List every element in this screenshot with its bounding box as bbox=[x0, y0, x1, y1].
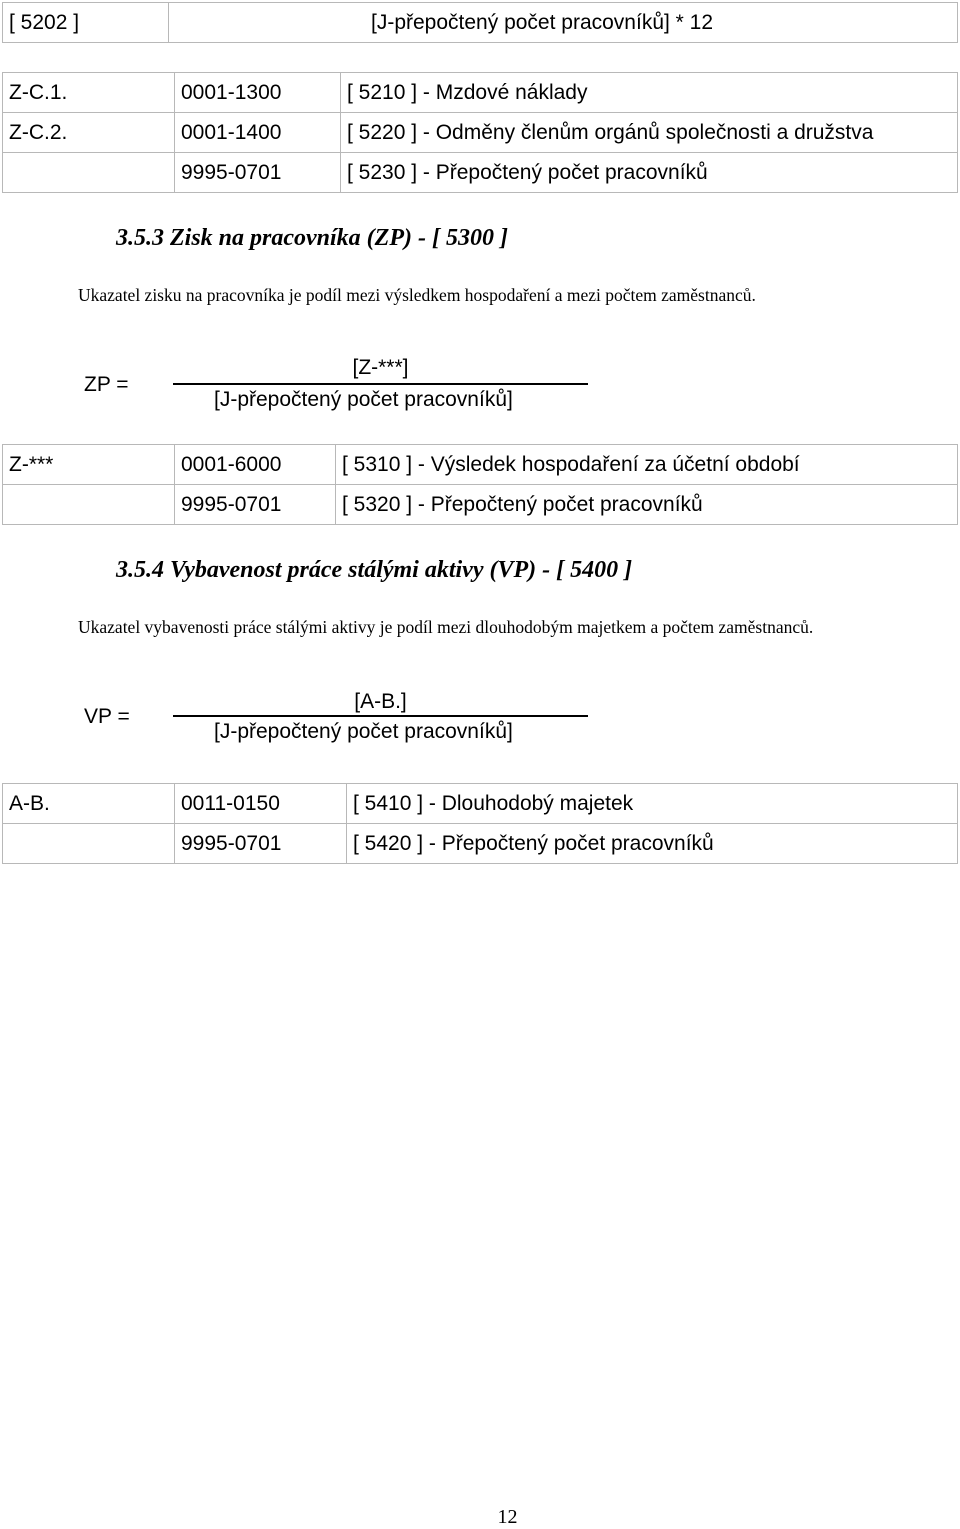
table-row bbox=[3, 3, 958, 43]
table-5400 bbox=[2, 783, 958, 864]
formula-lhs: VP = bbox=[84, 705, 130, 728]
row-range: 0011-0150 bbox=[175, 784, 347, 824]
row-description: [ 5320 ] - Přepočtený počet pracovníků bbox=[336, 485, 958, 525]
formula-denominator: [J-přepočtený počet pracovníků] bbox=[214, 720, 513, 743]
formula-5202-table bbox=[2, 2, 958, 43]
formula-denominator: [J-přepočtený počet pracovníků] bbox=[214, 388, 513, 411]
row-label bbox=[3, 485, 175, 525]
row-label bbox=[3, 153, 175, 193]
table-row bbox=[3, 485, 958, 525]
row-description: [ 5220 ] - Odměny členům orgánů společnosti a družstva bbox=[341, 113, 958, 153]
row-range: 9995-0701 bbox=[175, 824, 347, 864]
code-cell: [ 5202 ] bbox=[3, 3, 169, 43]
formula-numerator: [A-B.] bbox=[354, 690, 407, 713]
formula-numerator: [Z-***] bbox=[352, 356, 409, 379]
row-label: Z-C.2. bbox=[3, 113, 175, 153]
table-5210 bbox=[2, 72, 958, 193]
row-description: [ 5230 ] - Přepočtený počet pracovníků bbox=[341, 153, 958, 193]
section-paragraph-354: Ukazatel vybavenosti práce stálými aktivy je podíl mezi dlouhodobým majetkem a počtem zaměstnanců. bbox=[78, 617, 814, 637]
row-description: [ 5420 ] - Přepočtený počet pracovníků bbox=[347, 824, 958, 864]
table-row bbox=[3, 153, 958, 193]
formula-cell: [J-přepočtený počet pracovníků] * 12 bbox=[169, 3, 958, 43]
formula-lhs: ZP = bbox=[84, 373, 129, 396]
fraction-line bbox=[173, 383, 588, 385]
row-range: 0001-1300 bbox=[175, 73, 341, 113]
row-range: 0001-6000 bbox=[175, 445, 336, 485]
section-heading-353: 3.5.3 Zisk na pracovníka (ZP) - [ 5300 ] bbox=[116, 225, 508, 251]
table-5300 bbox=[2, 444, 958, 525]
table-row bbox=[3, 445, 958, 485]
page-number: 12 bbox=[497, 1506, 518, 1528]
row-range: 0001-1400 bbox=[175, 113, 341, 153]
table-row bbox=[3, 113, 958, 153]
row-label: Z-*** bbox=[3, 445, 175, 485]
row-label bbox=[3, 824, 175, 864]
table-row bbox=[3, 824, 958, 864]
row-label: A-B. bbox=[3, 784, 175, 824]
row-description: [ 5310 ] - Výsledek hospodaření za účetní období bbox=[336, 445, 958, 485]
row-description: [ 5410 ] - Dlouhodobý majetek bbox=[347, 784, 958, 824]
fraction-line bbox=[173, 715, 588, 717]
section-heading-354: 3.5.4 Vybavenost práce stálými aktivy (VP) - [ 5400 ] bbox=[116, 557, 633, 583]
table-row bbox=[3, 73, 958, 113]
table-row bbox=[3, 784, 958, 824]
row-description: [ 5210 ] - Mzdové náklady bbox=[341, 73, 958, 113]
section-paragraph-353: Ukazatel zisku na pracovníka je podíl mezi výsledkem hospodaření a mezi počtem zaměstnanců. bbox=[78, 285, 756, 305]
row-range: 9995-0701 bbox=[175, 153, 341, 193]
row-range: 9995-0701 bbox=[175, 485, 336, 525]
row-label: Z-C.1. bbox=[3, 73, 175, 113]
